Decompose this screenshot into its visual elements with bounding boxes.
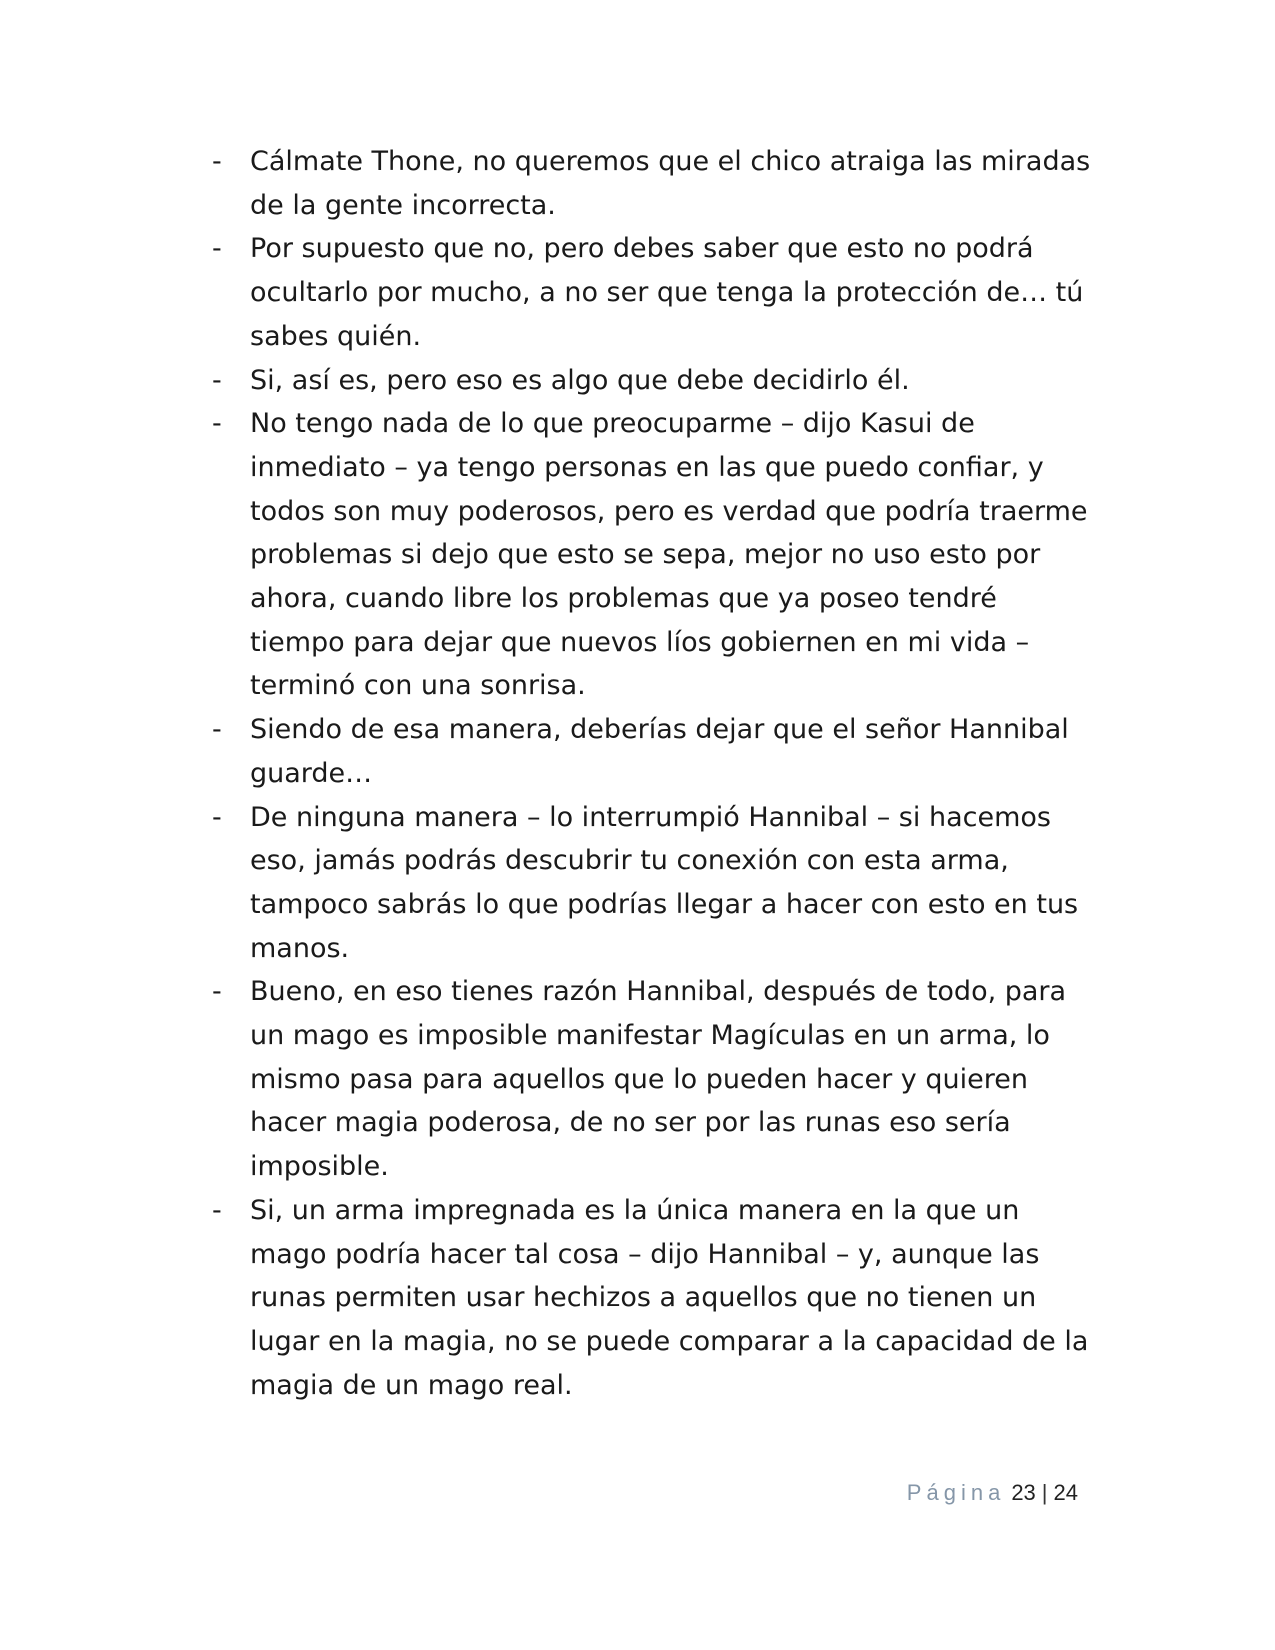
dash-bullet: - (212, 408, 222, 440)
page-label: Página (906, 1480, 1006, 1505)
dialogue-paragraph (200, 1189, 1100, 1408)
dash-bullet: - (212, 801, 222, 833)
dash-bullet: - (212, 146, 222, 177)
paragraph-text: Siendo de esa manera, deberías dejar que el señor Hannibal guarde… (250, 714, 1069, 789)
page-total: 24 (1053, 1480, 1078, 1505)
dialogue-paragraph (200, 708, 1100, 795)
dialogue-paragraph (200, 796, 1100, 971)
dash-bullet: - (212, 1194, 222, 1226)
dash-bullet: - (212, 976, 222, 1008)
paragraph-text: Por supuesto que no, pero debes saber que esto no podrá ocultarlo por mucho, a no ser que tenga la protección de… tú sabes quién. (250, 233, 1084, 352)
paragraph-text: Si, así es, pero eso es algo que debe decidirlo él. (250, 364, 910, 396)
paragraph-text: No tengo nada de lo que preocuparme – dijo Kasui de inmediato – ya tengo personas en las que puedo confiar, y todos son muy poderosos, pero es verdad que podría traerme problemas si dejo que esto se sepa, mejor no uso esto por ahora, cuando libre los problemas que ya poseo tendré tiempo para dejar que nuevos líos gobiernen en mi vida – terminó con una sonrisa. (250, 408, 1088, 702)
paragraph-text: Bueno, en eso tienes razón Hannibal, después de todo, para un mago es imposible manifestar Magículas en un arma, lo mismo pasa para aquellos que lo pueden hacer y quieren hacer magia poderosa, de no ser por las runas eso sería imposible. (250, 976, 1067, 1183)
page-number: 23 (1011, 1480, 1036, 1505)
paragraph-text: De ninguna manera – lo interrumpió Hannibal – si hacemos eso, jamás podrás descubrir tu conexión con esta arma, tampoco sabrás lo que podrías llegar a hacer con esto en tus manos. (250, 801, 1079, 964)
paragraph-text: Si, un arma impregnada es la única manera en la que un mago podría hacer tal cosa – dijo Hannibal – y, aunque las runas permiten usar hechizos a aquellos que no tienen un lugar en la magia, no se puede comparar a la capacidad de la magia de un mago real. (250, 1194, 1089, 1401)
page-separator: | (1041, 1480, 1048, 1505)
dash-bullet: - (212, 233, 222, 265)
dialogue-paragraph (200, 970, 1100, 1189)
dash-bullet: - (212, 714, 222, 746)
dialogue-list (200, 140, 1100, 1407)
dialogue-paragraph (200, 402, 1100, 708)
page-footer (907, 1480, 1078, 1506)
dialogue-paragraph (200, 227, 1100, 358)
paragraph-text: Cálmate Thone, no queremos que el chico atraiga las miradas de la gente incorrecta. (250, 146, 1091, 221)
dash-bullet: - (212, 364, 222, 396)
dialogue-paragraph (200, 140, 1100, 227)
dialogue-paragraph (200, 359, 1100, 403)
